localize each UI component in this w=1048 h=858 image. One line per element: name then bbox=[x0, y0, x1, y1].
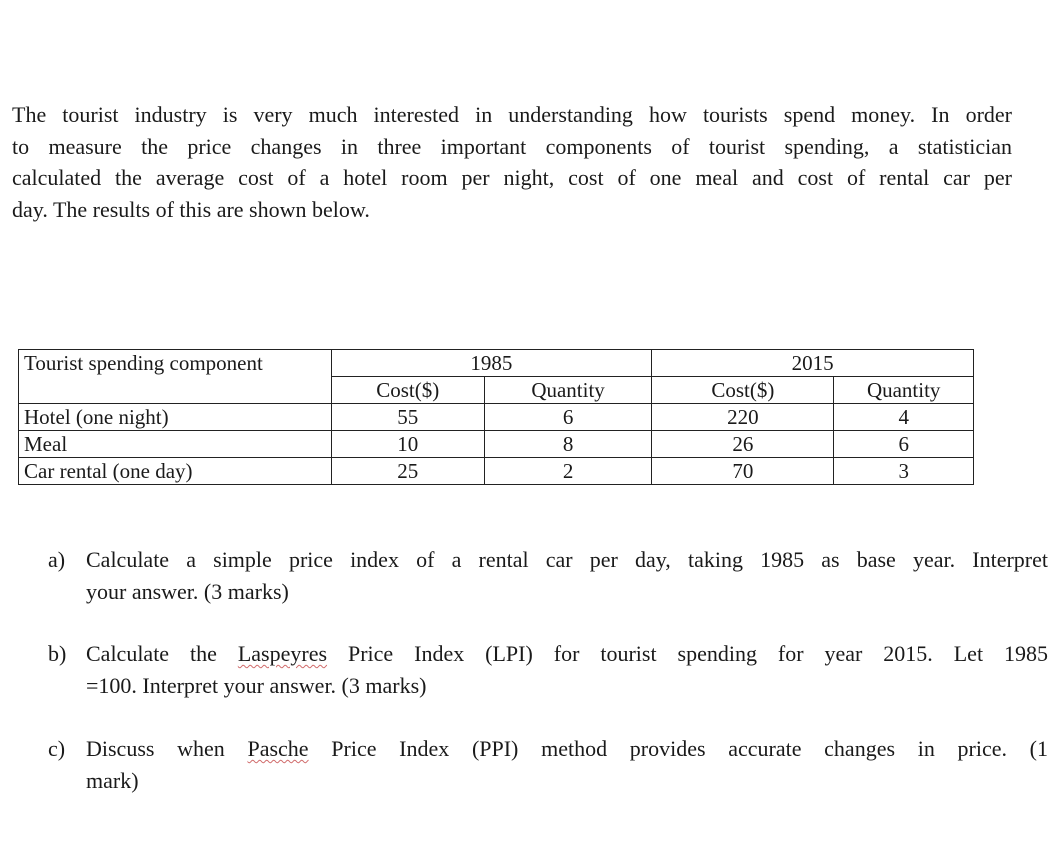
component-cell: Car rental (one day) bbox=[19, 458, 332, 485]
header-component: Tourist spending component bbox=[19, 350, 332, 404]
quantity-2015-cell: 4 bbox=[834, 404, 974, 431]
component-cell: Meal bbox=[19, 431, 332, 458]
intro-line: calculated the average cost of a hotel room per night, cost of one meal and cost of rental car per bbox=[12, 165, 1012, 190]
question-text bbox=[86, 638, 1048, 670]
question-text: Calculate a simple price index of a rental car per day, taking 1985 as base year. Interpret bbox=[86, 547, 1048, 572]
question-a bbox=[48, 544, 1048, 608]
question-text: =100. Interpret your answer. (3 marks) bbox=[86, 673, 427, 698]
table-row bbox=[19, 404, 974, 431]
cost-1985-cell: 55 bbox=[331, 404, 484, 431]
header-quantity: Quantity bbox=[484, 377, 651, 404]
question-marker: a) bbox=[48, 547, 66, 572]
question-c bbox=[48, 733, 1048, 797]
question-b bbox=[48, 638, 1048, 702]
cost-2015-cell: 70 bbox=[652, 458, 834, 485]
quantity-1985-cell: 8 bbox=[484, 431, 651, 458]
cost-2015-cell: 220 bbox=[652, 404, 834, 431]
spending-table bbox=[18, 349, 974, 485]
quantity-2015-cell: 3 bbox=[834, 458, 974, 485]
quantity-1985-cell: 6 bbox=[484, 404, 651, 431]
intro-line: to measure the price changes in three important components of tourist spending, a statistician bbox=[12, 133, 1012, 159]
header-cost: Cost($) bbox=[331, 377, 484, 404]
header-quantity: Quantity bbox=[834, 377, 974, 404]
quantity-2015-cell: 6 bbox=[834, 431, 974, 458]
intro-line: The tourist industry is very much interested in understanding how tourists spend money. In order bbox=[12, 102, 1012, 127]
table-row bbox=[19, 458, 974, 485]
intro-line: day. The results of this are shown below. bbox=[12, 196, 370, 222]
component-cell: Hotel (one night) bbox=[19, 404, 332, 431]
text-fragment: Discuss when bbox=[86, 736, 248, 761]
question-marker: b) bbox=[48, 641, 67, 666]
question-text: your answer. (3 marks) bbox=[86, 579, 289, 604]
text-fragment: Price Index (PPI) method provides accurate changes in price. (1 bbox=[308, 736, 1048, 761]
cost-1985-cell: 10 bbox=[331, 431, 484, 458]
quantity-1985-cell: 2 bbox=[484, 458, 651, 485]
cost-1985-cell: 25 bbox=[331, 458, 484, 485]
spellcheck-word: Laspeyres bbox=[237, 641, 328, 666]
table-row bbox=[19, 431, 974, 458]
spellcheck-word: Pasche bbox=[247, 736, 309, 761]
text-fragment: Calculate the bbox=[86, 641, 238, 666]
cost-2015-cell: 26 bbox=[652, 431, 834, 458]
question-text: mark) bbox=[86, 768, 139, 793]
question-marker: c) bbox=[48, 736, 66, 761]
header-year-2015: 2015 bbox=[652, 350, 974, 377]
intro-paragraph bbox=[12, 99, 1012, 225]
question-list bbox=[48, 544, 1048, 797]
table-header-row bbox=[19, 350, 974, 377]
header-year-1985: 1985 bbox=[331, 350, 652, 377]
header-cost: Cost($) bbox=[652, 377, 834, 404]
text-fragment: Price Index (LPI) for tourist spending for year 2015. Let 1985 bbox=[327, 641, 1048, 666]
question-text bbox=[86, 733, 1048, 765]
